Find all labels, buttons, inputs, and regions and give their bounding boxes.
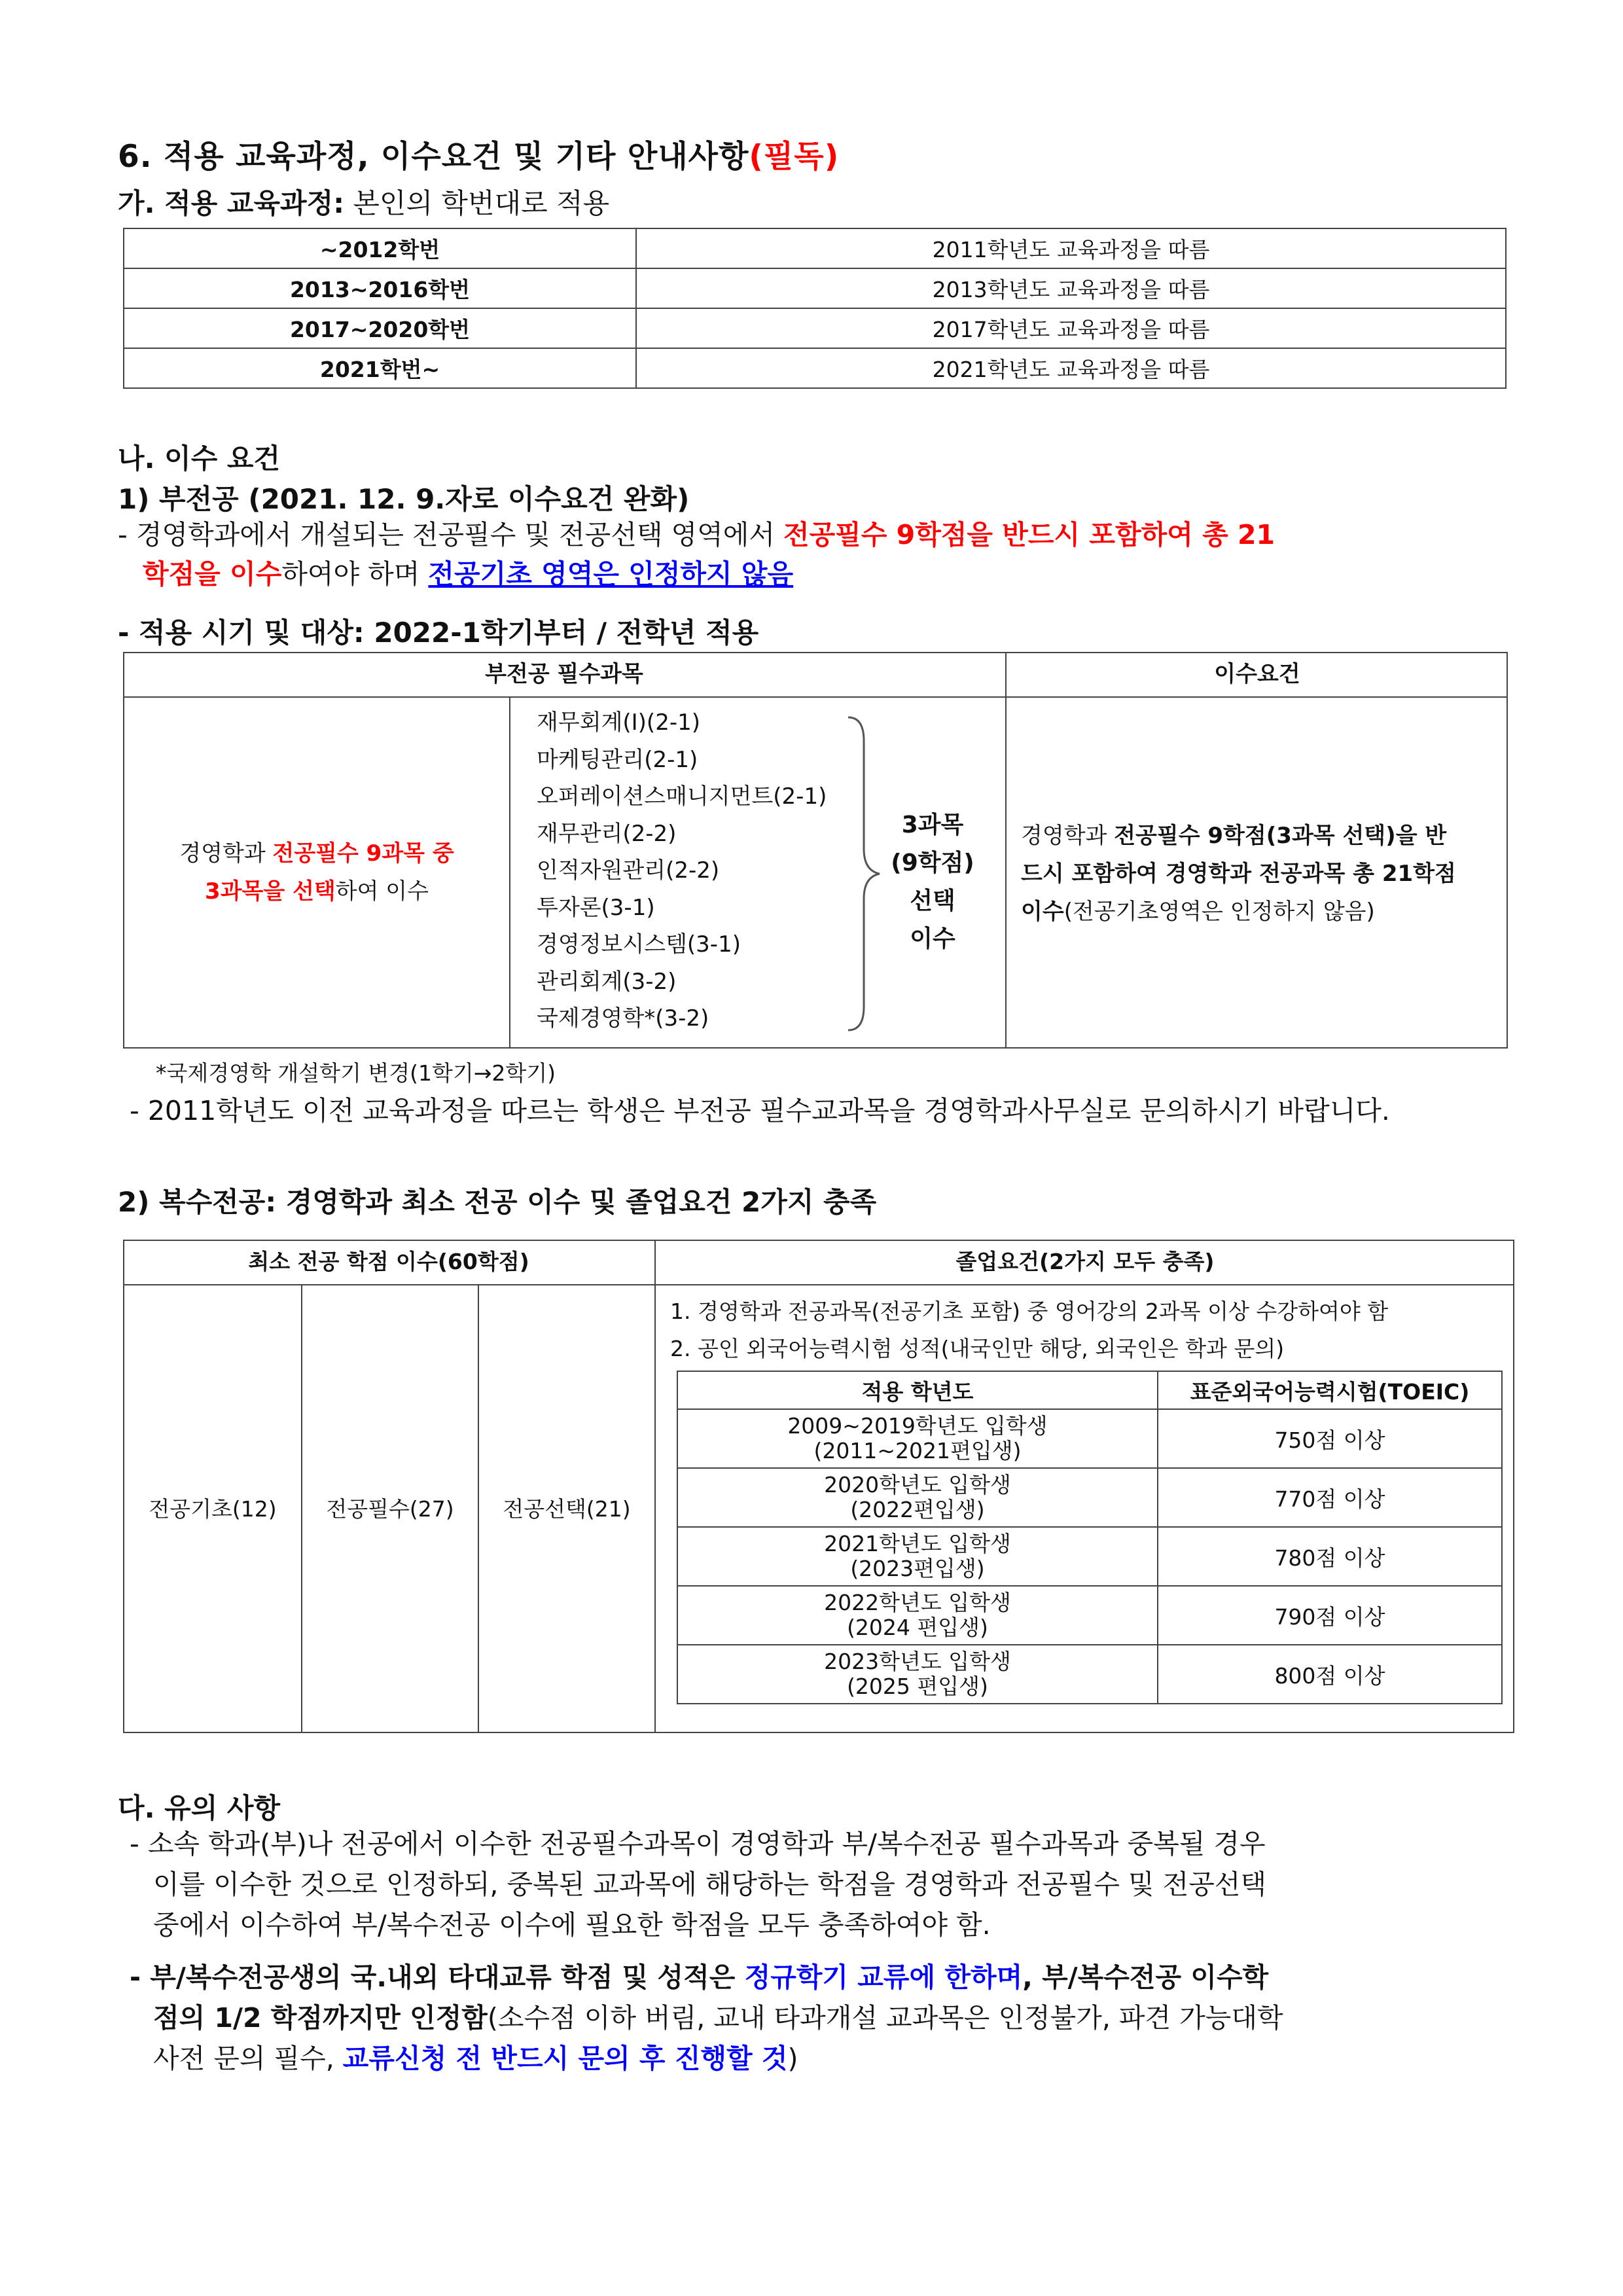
list-item: 인적자원관리(2-2) <box>537 857 720 884</box>
list-item: 관리회계(3-2) <box>537 968 677 995</box>
cohort-cell: 2021학번~ <box>124 348 636 388</box>
minor-course-list <box>537 704 827 1037</box>
section-title <box>118 132 839 176</box>
table-row: 2022학년도 입학생 (2024 편입생) 790점 이상 <box>677 1586 1502 1645</box>
curriculum-heading-bold: 가. 적용 교육과정: <box>118 187 344 219</box>
list-item: 재무관리(2-2) <box>537 820 677 847</box>
condition-2: 2. 공인 외국어능력시험 성적(내국인만 해당, 외국인은 학과 문의) <box>670 1336 1285 1361</box>
section-title-highlight: (필독) <box>749 139 840 175</box>
double-major-title: 2) 복수전공: 경영학과 최소 전공 이수 및 졸업요건 2가지 충족 <box>118 1186 877 1218</box>
curly-brace-icon <box>844 715 883 1033</box>
minor-left-red: 전공필수 9과목 중 <box>272 840 454 867</box>
minor-head-courses: 부전공 필수과목 <box>485 661 643 687</box>
minor-left-plain-2: 하여 이수 <box>335 878 429 905</box>
minor-description-line2 <box>143 554 793 594</box>
toeic-head-year: 적용 학년도 <box>677 1371 1158 1409</box>
requirements-heading: 나. 이수 요건 <box>118 442 281 475</box>
toeic-score: 800점 이상 <box>1158 1645 1502 1704</box>
notes-heading: 다. 유의 사항 <box>118 1792 281 1824</box>
credit-required: 전공필수(27) <box>326 1496 454 1522</box>
table-row <box>124 308 1506 348</box>
cohort-cell: 2013~2016학번 <box>124 268 636 308</box>
minor-desc-plain-2: 하여야 하며 <box>281 558 429 590</box>
table-row: 2009~2019학년도 입학생 (2011~2021편입생) 750점 이상 <box>677 1409 1502 1468</box>
notes-paragraph-1: - 소속 학과(부)나 전공에서 이수한 전공필수과목이 경영학과 부/복수전공 필수과목과 중복될 경우 이를 이수한 것으로 인정하되, 중복된 교과목에 해당하는 학점을 경영학과 전공필수 및 전공선택 중에서 이수하여 부/복수전공 이수에 필요한 학점을 모두 충족하여야 함. <box>130 1828 1267 1941</box>
curriculum-cell: 2017학년도 교육과정을 따름 <box>636 308 1506 348</box>
curriculum-cell: 2021학년도 교육과정을 따름 <box>636 348 1506 388</box>
notes-paragraph-2: - 부/복수전공생의 국.내외 타대교류 학점 및 성적은 정규학기 교류에 한하며, 부/복수전공 이수학 점의 1/2 학점까지만 인정함(소수점 이하 버림, 교내 타과개설 교과목은 인정불가, 파견 가능대학 사전 문의 필수, 교류신청 전 반드시 문의 후 진행할 것) <box>130 1962 1283 2074</box>
curriculum-table <box>123 228 1507 389</box>
minor-desc-red-2: 학점을 이수 <box>143 558 282 590</box>
minor-head-req: 이수요건 <box>1214 661 1300 687</box>
minor-desc-blue: 전공기초 영역은 인정하지 않음 <box>428 558 794 590</box>
minor-title: 1) 부전공 (2021. 12. 9.자로 이수요건 완화) <box>118 483 690 515</box>
minor-left-red-2: 3과목을 선택 <box>205 878 336 905</box>
double-head-left: 최소 전공 학점 이수(60학점) <box>248 1249 529 1274</box>
minor-old-note: - 2011학년도 이전 교육과정을 따르는 학생은 부전공 필수교과목을 경영학과사무실로 문의하시기 바랍니다. <box>130 1095 1390 1126</box>
list-item: 마케팅관리(2-1) <box>537 746 698 773</box>
toeic-score: 770점 이상 <box>1158 1468 1502 1527</box>
table-row <box>677 1371 1502 1409</box>
select-label: 3과목 (9학점) 선택 이수 <box>891 812 974 952</box>
section-title-text: 6. 적용 교육과정, 이수요건 및 기타 안내사항 <box>118 139 749 175</box>
graduation-conditions <box>670 1293 1388 1367</box>
minor-apply: - 적용 시기 및 대상: 2022-1학기부터 / 전학년 적용 <box>118 617 759 649</box>
table-row <box>124 348 1506 388</box>
cohort-cell: 2017~2020학번 <box>124 308 636 348</box>
curriculum-cell: 2013학년도 교육과정을 따름 <box>636 268 1506 308</box>
list-item: 투자론(3-1) <box>537 894 655 921</box>
table-row: 2021학년도 입학생 (2023편입생) 780점 이상 <box>677 1527 1502 1586</box>
list-item: 경영정보시스템(3-1) <box>537 931 741 958</box>
minor-description <box>118 514 1525 555</box>
credit-basic: 전공기초(12) <box>149 1496 277 1522</box>
minor-desc-plain: - 경영학과에서 개설되는 전공필수 및 전공선택 영역에서 <box>118 519 783 550</box>
list-item: 국제경영학*(3-2) <box>537 1005 709 1031</box>
minor-left-cell <box>124 834 509 910</box>
minor-desc-red: 전공필수 9학점을 반드시 포함하여 총 21 <box>783 519 1275 550</box>
minor-req-cell: 경영학과 전공필수 9학점(3과목 선택)을 반 드시 포함하여 경영학과 전공과목 총 21학점 이수(전공기초영역은 인정하지 않음) <box>1021 823 1456 925</box>
cohort-cell: ~2012학번 <box>124 228 636 268</box>
curriculum-heading <box>118 182 609 221</box>
toeic-table <box>677 1371 1503 1704</box>
table-row: 2020학년도 입학생 (2022편입생) 770점 이상 <box>677 1468 1502 1527</box>
minor-note: *국제경영학 개설학기 변경(1학기→2학기) <box>156 1060 556 1086</box>
list-item: 오퍼레이션스매니지먼트(2-1) <box>537 783 827 810</box>
condition-1: 1. 경영학과 전공과목(전공기초 포함) 중 영어강의 2과목 이상 수강하여야 함 <box>670 1299 1389 1324</box>
curriculum-cell: 2011학년도 교육과정을 따름 <box>636 228 1506 268</box>
toeic-score: 750점 이상 <box>1158 1409 1502 1468</box>
toeic-score: 780점 이상 <box>1158 1527 1502 1586</box>
credit-elective: 전공선택(21) <box>503 1496 631 1522</box>
toeic-score: 790점 이상 <box>1158 1586 1502 1645</box>
list-item: 재무회계(I)(2-1) <box>537 709 700 736</box>
toeic-head-score: 표준외국어능력시험(TOEIC) <box>1158 1371 1502 1409</box>
minor-left-plain: 경영학과 <box>179 840 273 867</box>
table-row <box>124 228 1506 268</box>
curriculum-heading-rest: 본인의 학번대로 적용 <box>344 187 610 219</box>
double-head-right: 졸업요건(2가지 모두 충족) <box>955 1249 1215 1274</box>
table-row: 2023학년도 입학생 (2025 편입생) 800점 이상 <box>677 1645 1502 1704</box>
table-row <box>124 268 1506 308</box>
